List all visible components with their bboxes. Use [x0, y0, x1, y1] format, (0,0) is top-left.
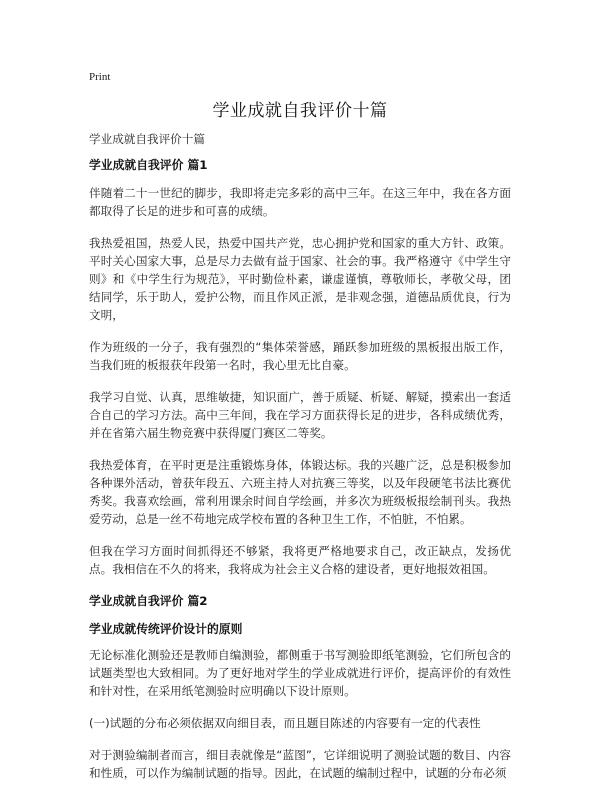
paragraph: (一)试题的分布必须依据双向细目表，而且题目陈述的内容要有一定的代表性 [89, 716, 481, 730]
paragraph: 我学习自觉、认真，思维敏捷，知识面广，善于质疑、析疑、解疑，摸索出一套适合自己的学习方法。高中三年间，我在学习方面获得长足的进步，各科成绩优秀，并在省第六届生物竞赛中获得厦门赛区二等奖。 [89, 390, 511, 440]
intro-line: 学业成就自我评价十篇 [89, 132, 205, 146]
paragraph: 我热爱祖国，热爱人民，热爱中国共产党，忠心拥护党和国家的重大方针、政策。平时关心国家大事，总是尽力去做有益于国家、社会的事。我严格遵守《中学生守则》和《中学生行为规范》，平时勤俭朴素，谦虚谨慎，尊敬师长，孝敬父母，团结同学，乐于助人，爱护公物，而且作风正派，是非观念强，道德品质优良，行为文明， [89, 236, 511, 322]
paragraph: 对于测验编制者而言，细目表就像是“蓝图”，它详细说明了测验试题的数目、内容和性质，可以作为编制试题的指导。因此，在试题的编制过程中，试题的分布必须 [89, 748, 511, 780]
subsection-heading: 学业成就传统评价设计的原则 [89, 622, 243, 636]
section-heading-2: 学业成就自我评价 篇2 [89, 594, 208, 608]
document-title: 学业成就自我评价十篇 [212, 101, 388, 121]
section-heading-1: 学业成就自我评价 篇1 [89, 158, 208, 172]
print-link[interactable]: Print [89, 71, 111, 83]
paragraph: 但我在学习方面时间抓得还不够紧，我将更严格地要求自己，改正缺点，发扬优点。我相信在不久的将来，我将成为社会主义合格的建设者，更好地报效祖国。 [89, 544, 511, 576]
paragraph: 无论标准化测验还是教师自编测验，都侧重于书写测验即纸笔测验，它们所包含的试题类型也大致相同。为了更好地对学生的学业成就进行评价，提高评价的有效性和针对性，在采用纸笔测验时应明确以下设计原则。 [89, 648, 511, 698]
paragraph: 我热爱体育，在平时更是注重锻炼身体，体锻达标。我的兴趣广泛，总是积极参加各种课外活动，曾获年段五、六班主持人对抗赛三等奖，以及年段硬笔书法比赛优秀奖。我喜欢绘画，常利用课余时间自学绘画，并多次为班级板报绘制刊头。我热爱劳动，总是一丝不苟地完成学校布置的各种卫生工作，不怕脏，不怕累。 [89, 458, 511, 526]
document-body [89, 130, 511, 796]
paragraph: 作为班级的一分子，我有强烈的“集体荣誉感，踊跃参加班级的黑板报出版工作，当我们班的板报获年段第一名时，我心里无比自豪。 [89, 340, 511, 372]
paragraph: 伴随着二十一世纪的脚步，我即将走完多彩的高中三年。在这三年中，我在各方面都取得了长足的进步和可喜的成绩。 [89, 186, 511, 218]
